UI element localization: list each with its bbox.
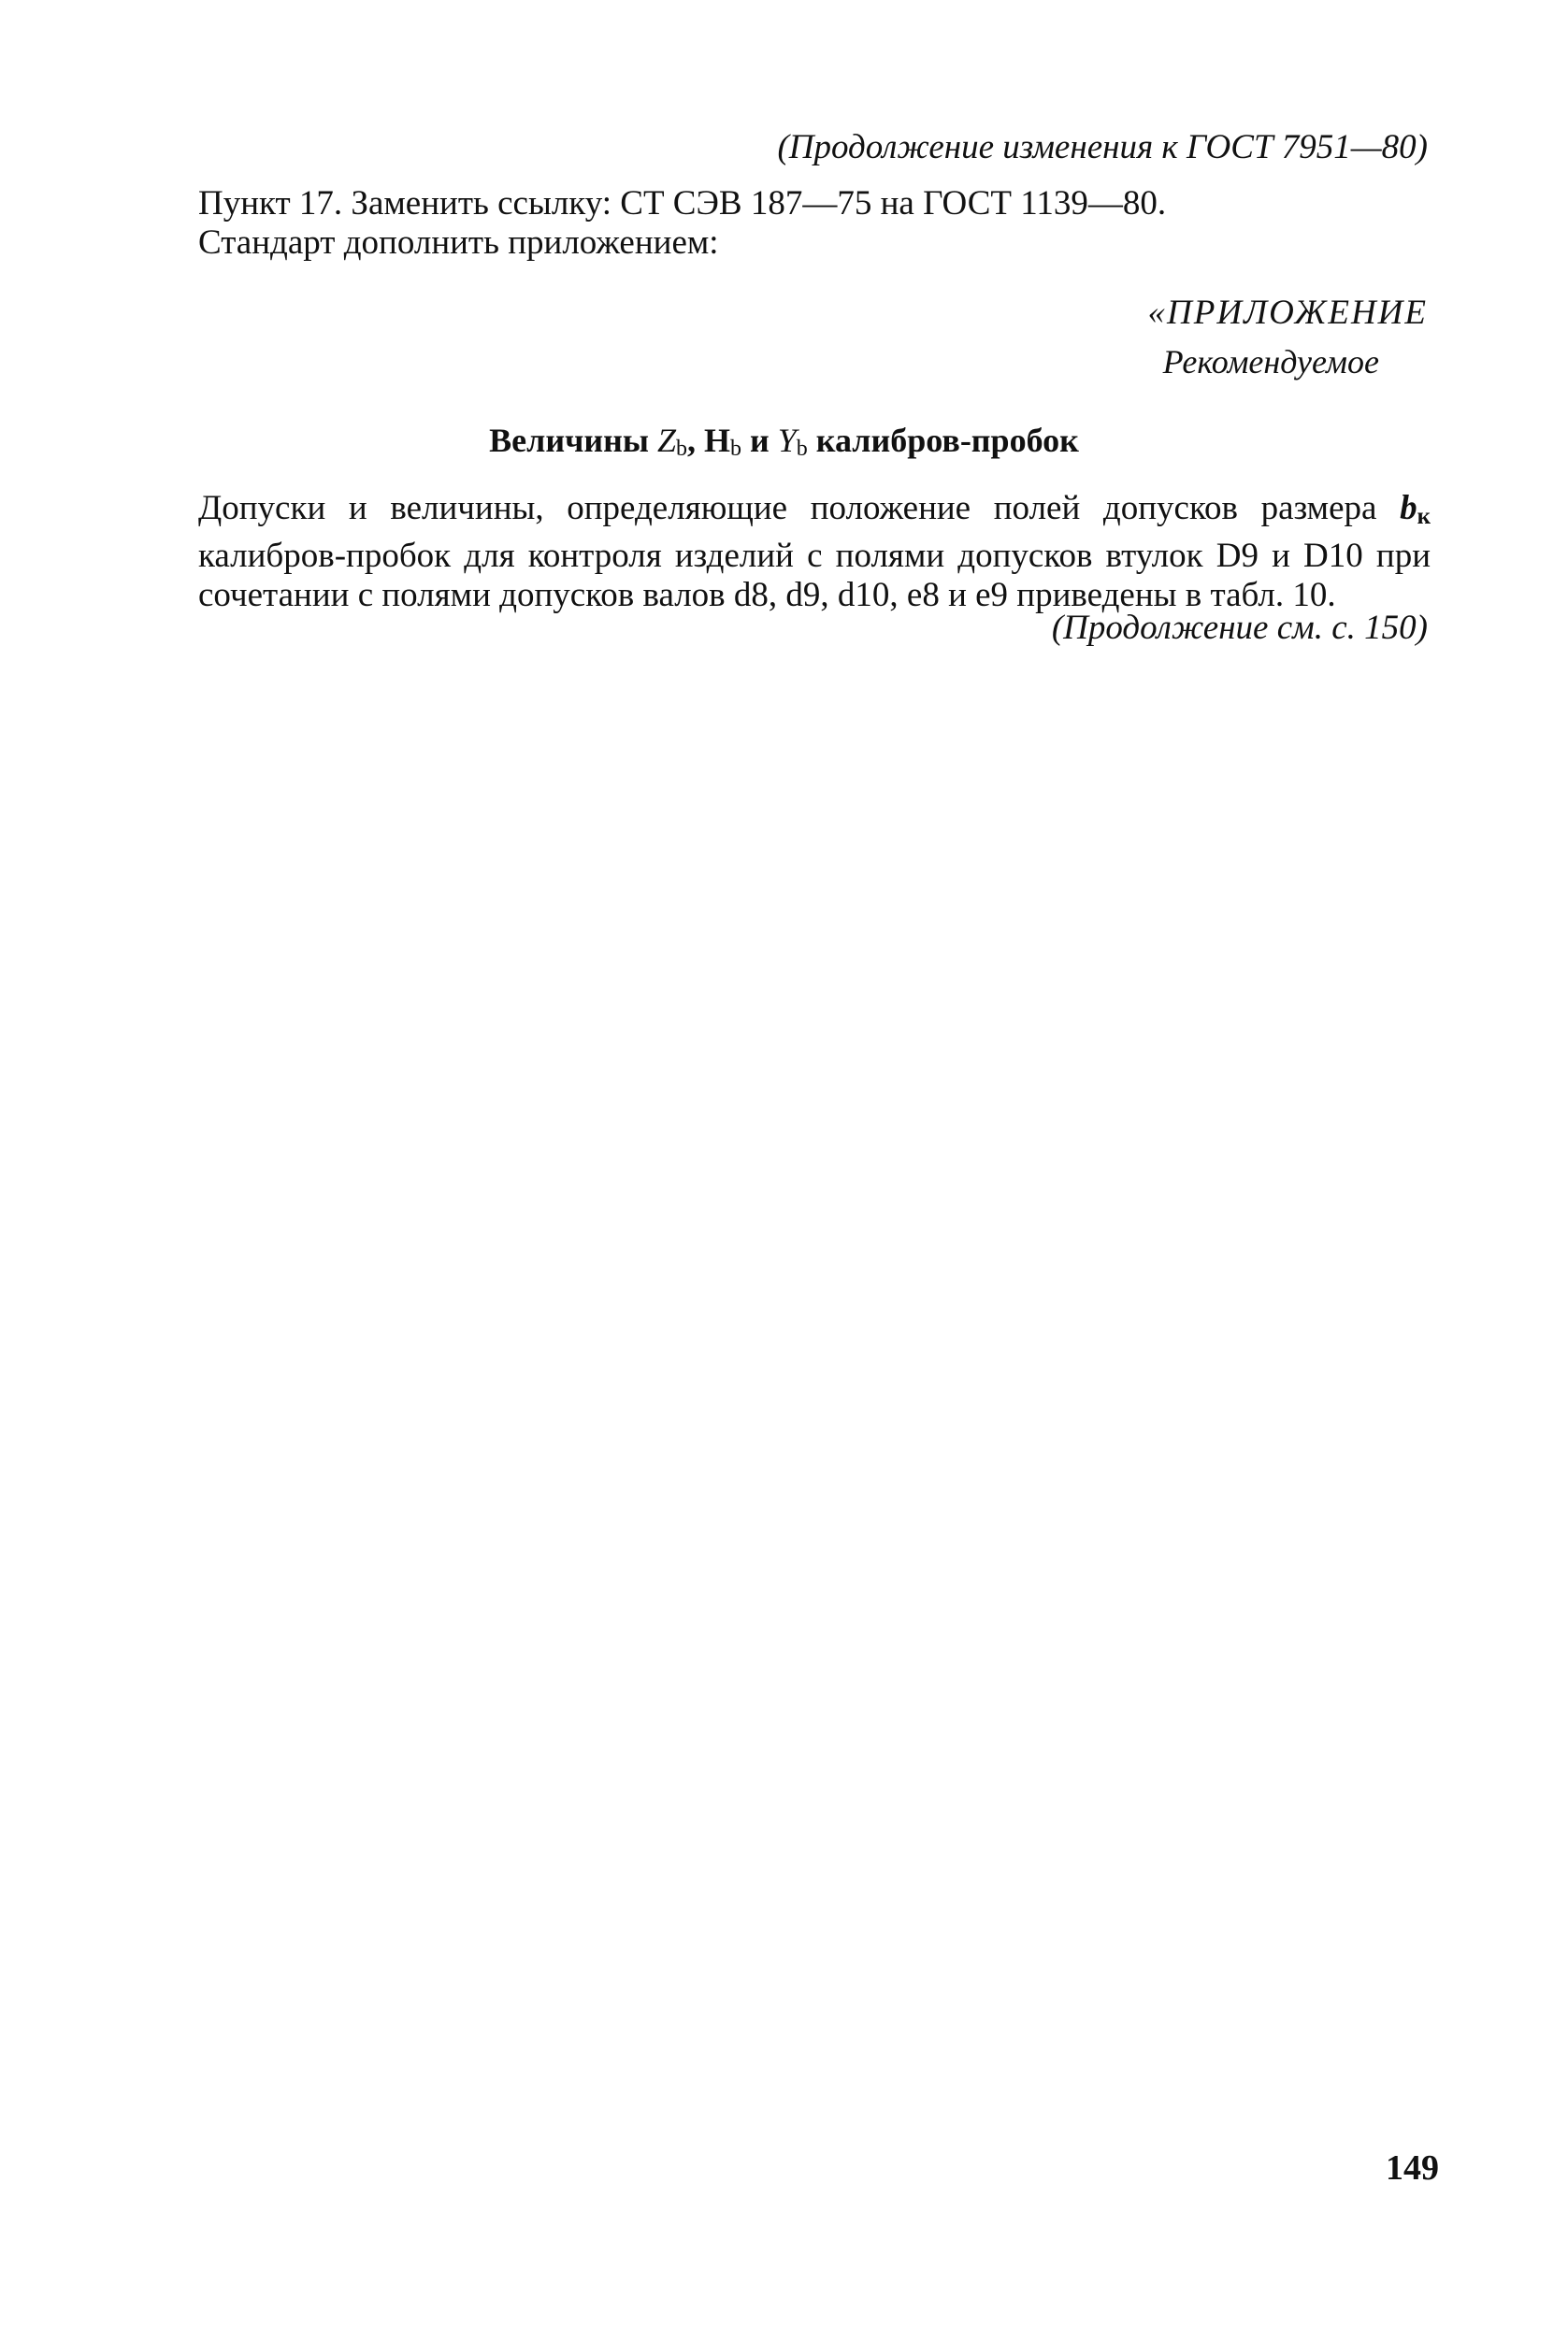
supplement-line: Стандарт дополнить приложением:	[198, 223, 719, 262]
y-symbol: Y	[777, 422, 797, 459]
paragraph-line	[198, 489, 1431, 537]
z-subscript: b	[676, 437, 687, 461]
page-number: 149	[1386, 2148, 1439, 2188]
h-symbol: H	[704, 422, 731, 459]
paragraph-line: калибров-пробок для контроля изделий с полями допусков втулок D9 и D10 при	[198, 537, 1431, 575]
continuation-header: (Продолжение изменения к ГОСТ 7951—80)	[777, 128, 1428, 166]
heading-prefix: Величины	[489, 422, 649, 459]
appendix-subtitle: Рекомендуемое	[1162, 343, 1379, 381]
y-subscript: b	[796, 437, 808, 461]
h-subscript: b	[730, 437, 742, 461]
continuation-footer: (Продолжение см. с. 150)	[1051, 609, 1428, 647]
body-paragraph	[198, 489, 1431, 615]
appendix-title: «ПРИЛОЖЕНИЕ	[1147, 294, 1428, 332]
b-subscript: к	[1417, 504, 1431, 529]
paragraph-line: сочетании с полями допусков валов d8, d9, d10, e8 и e9 приведены в табл. 10.	[198, 576, 1336, 614]
paragraph-line-text: Допуски и величины, определяющие положение полей допусков размера	[198, 489, 1377, 527]
b-symbol: b	[1400, 489, 1417, 527]
amendment-line: Пункт 17. Заменить ссылку: СТ СЭВ 187—75 на ГОСТ 1139—80.	[198, 184, 1167, 223]
heading-conjunction: и	[750, 422, 770, 459]
heading-suffix: калибров-пробок	[815, 422, 1079, 459]
z-symbol: Z	[656, 422, 676, 459]
section-heading: Величины Zb, Hb и Yb калибров-пробок	[489, 422, 1079, 461]
